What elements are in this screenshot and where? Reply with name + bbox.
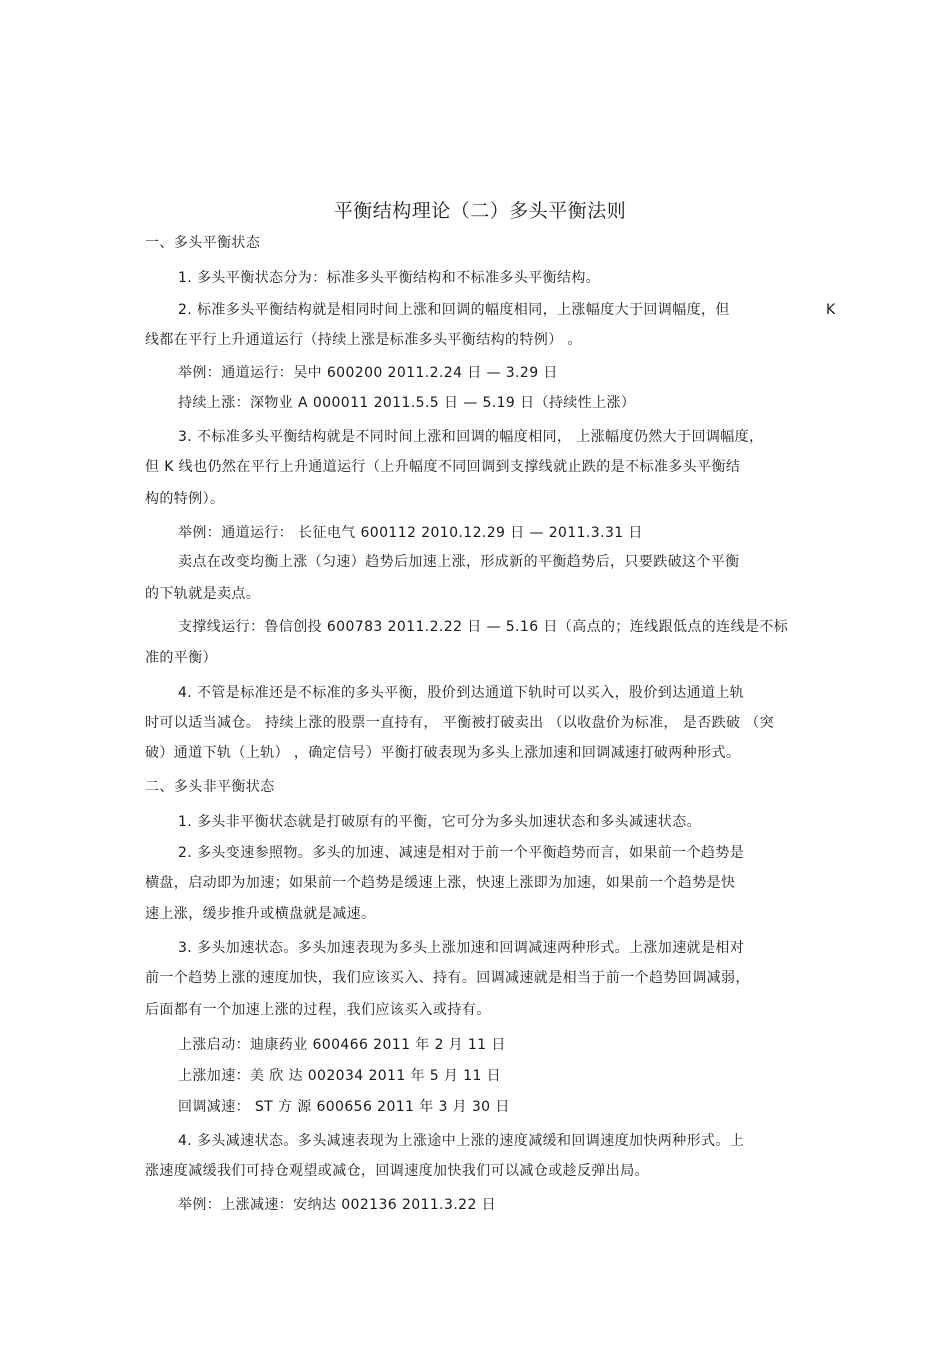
section-heading-1: 一、多头平衡状态: [145, 235, 261, 251]
paragraph-line: 3. 多头加速状态。多头加速表现为多头上涨加速和回调减速两种形式。上涨加速就是相对: [178, 940, 745, 956]
paragraph-line: 的下轨就是卖点。: [145, 586, 261, 602]
example-line: 举例：通道运行： 长征电气 600112 2010.12.29 日 — 2011.3.31 日: [178, 525, 643, 541]
paragraph-line: 后面都有一个加速上涨的过程，我们应该买入或持有。: [145, 1002, 491, 1018]
paragraph-line: 构的特例）。: [145, 491, 225, 507]
paragraph-line: 1. 多头平衡状态分为：标准多头平衡结构和不标准多头平衡结构。: [178, 270, 601, 286]
paragraph-line: 破）通道下轨（上轨） ，确定信号）平衡打破表现为多头上涨加速和回调减速打破两种形式。: [145, 745, 741, 761]
paragraph-line: 2. 标准多头平衡结构就是相同时间上涨和回调的幅度相同，上涨幅度大于回调幅度，但: [178, 302, 730, 318]
example-line: 回调减速： ST 方 源 600656 2011 年 3 月 30 日: [178, 1099, 510, 1115]
section-heading-2: 二、多头非平衡状态: [145, 779, 275, 795]
paragraph-fragment: K: [826, 302, 836, 318]
paragraph-line: 4. 多头减速状态。多头减速表现为上涨途中上涨的速度减缓和回调速度加快两种形式。上: [178, 1133, 745, 1149]
paragraph-line: 准的平衡）: [145, 650, 217, 666]
example-line: 上涨加速：美 欣 达 002034 2011 年 5 月 11 日: [178, 1068, 502, 1084]
paragraph-line: 线都在平行上升通道运行（持续上涨是标准多头平衡结构的特例） 。: [145, 332, 582, 348]
paragraph-line: 前一个趋势上涨的速度加快，我们应该买入、持有。回调减速就是相当于前一个趋势回调减弱，: [145, 970, 750, 986]
paragraph-line: 4. 不管是标准还是不标准的多头平衡，股价到达通道下轨时可以买入，股价到达通道上轨: [178, 685, 745, 701]
paragraph-line: 1. 多头非平衡状态就是打破原有的平衡，它可分为多头加速状态和多头减速状态。: [178, 814, 702, 830]
paragraph-line: 涨速度减缓我们可持仓观望或减仓，回调速度加快我们可以减仓或趁反弹出局。: [145, 1163, 649, 1179]
paragraph-line: 2. 多头变速参照物。多头的加速、减速是相对于前一个平衡趋势而言，如果前一个趋势是: [178, 845, 745, 861]
example-line: 举例：通道运行：吴中 600200 2011.2.24 日 — 3.29 日: [178, 365, 558, 381]
example-line: 支撑线运行：鲁信创投 600783 2011.2.22 日 — 5.16 日（高点的；连线跟低点的连线是不标: [178, 619, 789, 635]
paragraph-line: 横盘，启动即为加速；如果前一个趋势是缓速上涨，快速上涨即为加速，如果前一个趋势是快: [145, 875, 736, 891]
document-title: 平衡结构理论（二）多头平衡法则: [333, 200, 627, 222]
example-line: 举例：上涨减速：安纳达 002136 2011.3.22 日: [178, 1197, 497, 1213]
example-line: 持续上涨：深物业 A 000011 2011.5.5 日 — 5.19 日（持续性上涨）: [178, 395, 636, 411]
paragraph-line: 时可以适当减仓。 持续上涨的股票一直持有， 平衡被打破卖出 （以收盘价为标准， 是否跌破 （突: [145, 715, 775, 731]
paragraph-line: 卖点在改变均衡上涨（匀速）趋势后加速上涨，形成新的平衡趋势后，只要跌破这个平衡: [178, 554, 740, 570]
paragraph-line: 速上涨，缓步推升或横盘就是减速。: [145, 906, 376, 922]
paragraph-line: 3. 不标准多头平衡结构就是不同时间上涨和回调的幅度相同， 上涨幅度仍然大于回调幅度，: [178, 429, 764, 445]
paragraph-line: 但 K 线也仍然在平行上升通道运行（上升幅度不同回调到支撑线就止跌的是不标准多头平衡结: [145, 459, 741, 475]
example-line: 上涨启动：迪康药业 600466 2011 年 2 月 11 日: [178, 1037, 506, 1053]
